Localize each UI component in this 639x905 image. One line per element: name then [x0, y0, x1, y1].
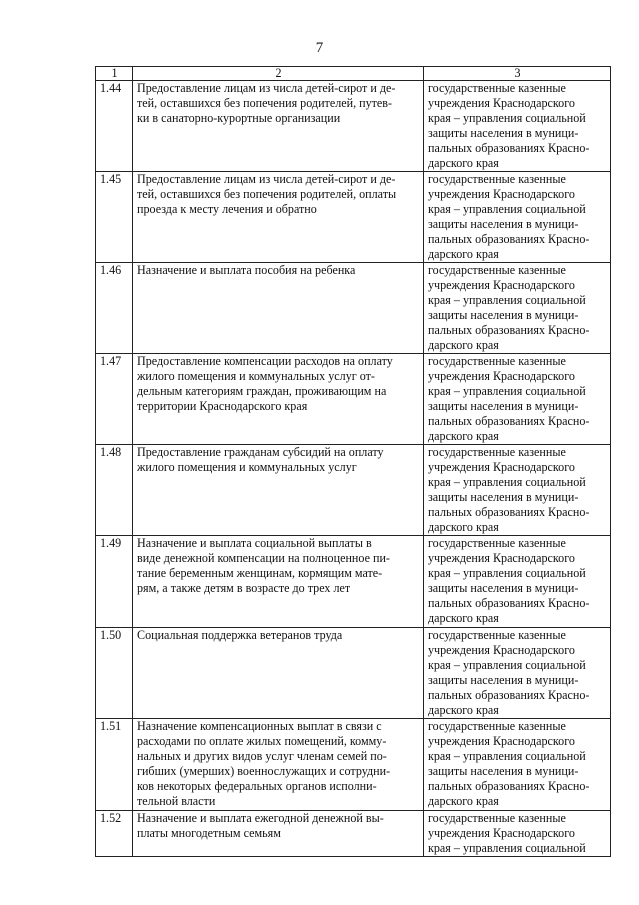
organization-cell [424, 81, 611, 172]
text-line: дарского края [428, 156, 499, 170]
text-line: Предоставление лицам из числа детей-сирот и де- [137, 81, 396, 95]
text-line: Назначение компенсационных выплат в связи с [137, 719, 382, 733]
table-row [96, 263, 611, 354]
service-name-cell [133, 263, 424, 354]
text-line: дарского края [428, 703, 499, 717]
text-line: края – управления социальной [428, 566, 586, 580]
text-line: защиты населения в муници- [428, 308, 579, 322]
text-line: государственные казенные [428, 81, 566, 95]
text-line: края – управления социальной [428, 749, 586, 763]
text-line: пальных образованиях Красно- [428, 414, 590, 428]
table-row [96, 172, 611, 263]
text-line: тание беременным женщинам, кормящим мате- [137, 566, 383, 580]
text-line: дарского края [428, 338, 499, 352]
text-line: края – управления социальной [428, 658, 586, 672]
text-line: Назначение и выплата пособия на ребенка [137, 263, 356, 277]
text-line: тей, оставшихся без попечения родителей, путев- [137, 96, 393, 110]
column-header: 1 [96, 67, 133, 81]
service-name-cell [133, 81, 424, 172]
text-line: пальных образованиях Красно- [428, 505, 590, 519]
text-line: учреждения Краснодарского [428, 551, 575, 565]
row-number: 1.52 [96, 811, 133, 857]
text-line: дарского края [428, 520, 499, 534]
row-number: 1.45 [96, 172, 133, 263]
text-line: Назначение и выплата социальной выплаты в [137, 536, 372, 550]
text-line: края – управления социальной [428, 841, 586, 855]
service-name-cell [133, 354, 424, 445]
text-line: расходами по оплате жилых помещений, комму- [137, 734, 387, 748]
page-number: 7 [315, 40, 324, 56]
text-line: территории Краснодарского края [137, 399, 308, 413]
text-line: платы многодетным семьям [137, 826, 281, 840]
text-line: учреждения Краснодарского [428, 278, 575, 292]
text-line: учреждения Краснодарского [428, 96, 575, 110]
text-line: государственные казенные [428, 263, 566, 277]
row-number: 1.50 [96, 628, 133, 719]
text-line: дарского края [428, 794, 499, 808]
text-line: нальных и других видов услуг членам семей по- [137, 749, 387, 763]
text-line: жилого помещения и коммунальных услуг от- [137, 369, 375, 383]
column-header: 2 [133, 67, 424, 81]
text-line: ки в санаторно-курортные организации [137, 111, 341, 125]
organization-cell [424, 536, 611, 628]
organization-cell [424, 172, 611, 263]
table-row [96, 445, 611, 536]
service-name-cell [133, 628, 424, 719]
service-name-cell [133, 719, 424, 811]
text-line: Социальная поддержка ветеранов труда [137, 628, 343, 642]
text-line: жилого помещения и коммунальных услуг [137, 460, 357, 474]
text-line: учреждения Краснодарского [428, 643, 575, 657]
text-line: дарского края [428, 611, 499, 625]
column-header: 3 [424, 67, 611, 81]
text-line: учреждения Краснодарского [428, 187, 575, 201]
table-row [96, 536, 611, 628]
text-line: края – управления социальной [428, 111, 586, 125]
text-line: учреждения Краснодарского [428, 460, 575, 474]
text-line: виде денежной компенсации на полноценное пи- [137, 551, 390, 565]
organization-cell [424, 445, 611, 536]
row-number: 1.47 [96, 354, 133, 445]
text-line: защиты населения в муници- [428, 399, 579, 413]
text-line: гибших (умерших) военнослужащих и сотрудни- [137, 764, 391, 778]
text-line: пальных образованиях Красно- [428, 688, 590, 702]
text-line: края – управления социальной [428, 384, 586, 398]
text-line: защиты населения в муници- [428, 490, 579, 504]
text-line: тельной власти [137, 794, 216, 808]
table-row [96, 811, 611, 857]
text-line: ков некоторых федеральных органов исполни- [137, 779, 377, 793]
text-line: края – управления социальной [428, 475, 586, 489]
text-line: Предоставление компенсации расходов на оплату [137, 354, 393, 368]
text-line: государственные казенные [428, 445, 566, 459]
text-line: учреждения Краснодарского [428, 826, 575, 840]
table-header-row [96, 67, 611, 81]
text-line: государственные казенные [428, 536, 566, 550]
text-line: Назначение и выплата ежегодной денежной вы- [137, 811, 384, 825]
text-line: рям, а также детям в возрасте до трех лет [137, 581, 351, 595]
text-line: пальных образованиях Красно- [428, 596, 590, 610]
table-row [96, 81, 611, 172]
row-number: 1.48 [96, 445, 133, 536]
services-table [95, 66, 611, 857]
text-line: государственные казенные [428, 719, 566, 733]
text-line: защиты населения в муници- [428, 581, 579, 595]
text-line: учреждения Краснодарского [428, 734, 575, 748]
service-name-cell [133, 811, 424, 857]
text-line: пальных образованиях Красно- [428, 141, 590, 155]
table-row [96, 354, 611, 445]
text-line: государственные казенные [428, 811, 566, 825]
organization-cell [424, 354, 611, 445]
organization-cell [424, 719, 611, 811]
text-line: защиты населения в муници- [428, 217, 579, 231]
text-line: защиты населения в муници- [428, 126, 579, 140]
table-row [96, 719, 611, 811]
text-line: Предоставление гражданам субсидий на оплату [137, 445, 384, 459]
table-row [96, 628, 611, 719]
row-number: 1.49 [96, 536, 133, 628]
text-line: края – управления социальной [428, 202, 586, 216]
organization-cell [424, 628, 611, 719]
text-line: дарского края [428, 429, 499, 443]
row-number: 1.46 [96, 263, 133, 354]
service-name-cell [133, 536, 424, 628]
text-line: государственные казенные [428, 628, 566, 642]
text-line: государственные казенные [428, 354, 566, 368]
text-line: проезда к месту лечения и обратно [137, 202, 317, 216]
text-line: пальных образованиях Красно- [428, 779, 590, 793]
row-number: 1.44 [96, 81, 133, 172]
organization-cell [424, 811, 611, 857]
service-name-cell [133, 172, 424, 263]
text-line: тей, оставшихся без попечения родителей, оплаты [137, 187, 397, 201]
text-line: защиты населения в муници- [428, 764, 579, 778]
text-line: учреждения Краснодарского [428, 369, 575, 383]
text-line: защиты населения в муници- [428, 673, 579, 687]
text-line: государственные казенные [428, 172, 566, 186]
text-line: дельным категориям граждан, проживающим на [137, 384, 387, 398]
text-line: края – управления социальной [428, 293, 586, 307]
organization-cell [424, 263, 611, 354]
row-number: 1.51 [96, 719, 133, 811]
service-name-cell [133, 445, 424, 536]
text-line: пальных образованиях Красно- [428, 232, 590, 246]
text-line: Предоставление лицам из числа детей-сирот и де- [137, 172, 396, 186]
text-line: дарского края [428, 247, 499, 261]
text-line: пальных образованиях Красно- [428, 323, 590, 337]
